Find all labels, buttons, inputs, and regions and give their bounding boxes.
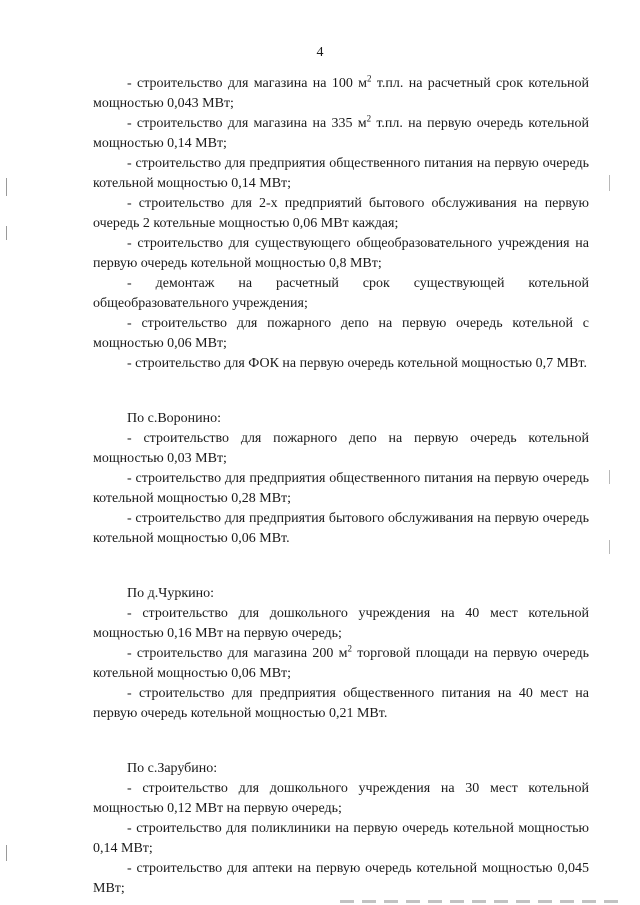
list-item: - строительство для пожарного депо на первую очередь котельной с мощностью 0,06 МВт; (93, 316, 589, 351)
list-item: - строительство для 2-х предприятий бытового обслуживания на первую очередь 2 котельные мощностью 0,06 МВт каждая; (93, 196, 589, 231)
list-item: - строительство для магазина на 100 $м^2$ т.пл. на расчетный срок котельной мощностью 0,043 МВт; (93, 73, 589, 111)
section-heading-voronino: По с.Воронино: (127, 411, 222, 426)
scan-margin-mark (6, 226, 7, 240)
scan-edge-mark (609, 540, 610, 554)
scan-edge-mark (609, 175, 610, 191)
list-item: - строительство для предприятия бытового обслуживания на первую очередь котельной мощностью 0,06 МВт. (93, 511, 589, 546)
section-heading-zarubino: По с.Зарубино: (127, 761, 218, 776)
list-item: - строительство для существующего общеобразовательного учреждения на первую очередь котельной мощностью 0,8 МВт; (93, 236, 589, 271)
list-item: - строительство для аптеки на первую очередь котельной мощностью 0,045 МВт; (93, 861, 589, 896)
document-body (93, 74, 589, 899)
scan-margin-mark (6, 845, 7, 861)
list-item: - строительство для пожарного депо на первую очередь котельной мощностью 0,03 МВт; (93, 431, 589, 466)
list-item: - строительство для магазина 200 $м^2$ торговой площади на первую очередь котельной мощностью 0,06 МВт; (93, 643, 590, 681)
section-heading-churkino: По д.Чуркино: (127, 586, 215, 601)
list-item: - строительство для предприятия общественного питания на 40 мест на первую очередь котельной мощностью 0,21 МВт. (93, 686, 589, 721)
list-item: - строительство для предприятия общественного питания на первую очередь котельной мощностью 0,14 МВт; (93, 156, 589, 191)
list-item: - строительство для дошкольного учреждения на 40 мест котельной мощностью 0,16 МВт на первую очередь; (93, 606, 589, 641)
list-item: - строительство для предприятия общественного питания на первую очередь котельной мощностью 0,28 МВт; (93, 471, 589, 506)
scan-margin-mark (6, 178, 7, 196)
list-item: - строительство для магазина на 335 $м^2$ т.пл. на первую очередь котельной мощностью 0,14 МВт; (93, 113, 589, 151)
scan-bottom-edge (340, 900, 620, 903)
scan-edge-mark (609, 470, 610, 484)
list-item: - строительство для ФОК на первую очередь котельной мощностью 0,7 МВт. (127, 356, 587, 371)
list-item: - строительство для дошкольного учреждения на 30 мест котельной мощностью 0,12 МВт на первую очередь; (93, 781, 589, 816)
list-item: - строительство для поликлиники на первую очередь котельной мощностью 0,14 МВт; (93, 821, 589, 856)
list-item: - демонтаж на расчетный срок существующей котельной общеобразовательного учреждения; (93, 276, 589, 311)
page-number: 4 (316, 45, 324, 60)
